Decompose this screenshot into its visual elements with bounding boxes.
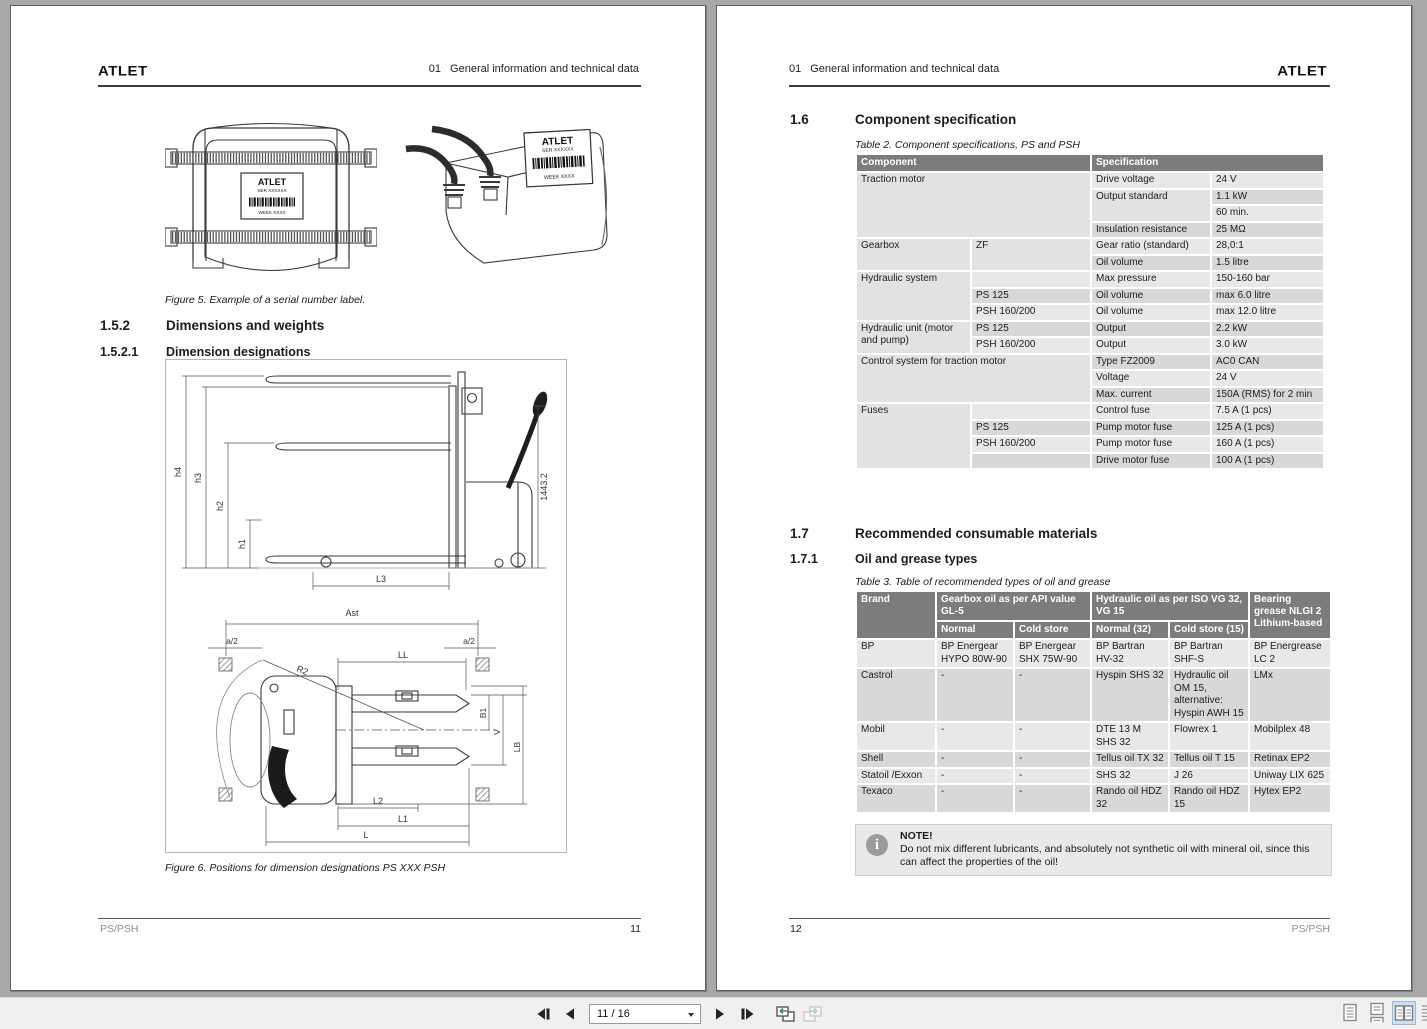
section-title: Component specification [855, 112, 1017, 127]
chapter-title: General information and technical data [810, 63, 1000, 75]
viewer-toolbar [0, 997, 1427, 1029]
two-page-view-button[interactable] [1392, 1001, 1416, 1025]
serial-label [524, 130, 593, 187]
footer-rule [98, 918, 641, 919]
table-cell: Hydraulic system [857, 272, 970, 320]
table-cell: BP Energear HYPO 80W-90 [937, 640, 1013, 667]
dim-R2: R2 [295, 663, 310, 678]
skip-back-icon [536, 1007, 551, 1021]
table-cell: PS 125 [972, 289, 1090, 304]
table-cell: - [937, 723, 1013, 750]
next-page-button[interactable] [708, 1002, 732, 1026]
table-cell: - [937, 669, 1013, 721]
label-brand: ATLET [257, 177, 287, 187]
table-cell: - [937, 785, 1013, 812]
arrow-left-icon [564, 1007, 576, 1021]
table-cell: Control system for traction motor [857, 355, 1090, 403]
section-number: 1.7.1 [790, 552, 818, 566]
table-header-cell: Hydraulic oil as per ISO VG 32, VG 15 [1092, 592, 1248, 620]
label-brand: ATLET [541, 135, 574, 149]
table-cell: max 6.0 litre [1212, 289, 1323, 304]
table-cell: Oil volume [1092, 289, 1210, 304]
table-cell: Traction motor [857, 173, 1090, 237]
table-cell: 3.0 kW [1212, 338, 1323, 353]
arrow-right-icon [714, 1007, 726, 1021]
dim-h4: h4 [173, 466, 183, 478]
table-cell: Uniway LIX 625 [1250, 769, 1330, 784]
table-cell: Hydraulic unit (motor and pump) [857, 322, 970, 353]
page-header [98, 63, 639, 83]
dim-L3: L3 [375, 574, 387, 584]
oil-grease-table [855, 590, 1332, 814]
dim-h2: h2 [215, 500, 225, 512]
section-1-7 [790, 526, 1310, 542]
section-title: Oil and grease types [855, 552, 978, 566]
table-cell: Tellus oil TX 32 [1092, 752, 1168, 767]
table-cell: 24 V [1212, 371, 1323, 386]
figure5-caption: Figure 5. Example of a serial number label. [165, 294, 366, 306]
page-number: 11 [630, 923, 641, 935]
table-cell: Mobil [857, 723, 935, 750]
next-view-icon [801, 1004, 823, 1024]
dim-a2-right: a/2 [463, 636, 475, 646]
table-header-cell: Brand [857, 592, 935, 638]
document-page-12 [716, 5, 1412, 991]
dim-L1: L1 [397, 814, 409, 824]
table-cell: Statoil /Exxon [857, 769, 935, 784]
section-title: Recommended consumable materials [855, 526, 1098, 541]
table-cell: Gear ratio (standard) [1092, 239, 1210, 254]
table-cell: - [937, 769, 1013, 784]
table-header-cell: Normal (32) [1092, 622, 1168, 638]
section-number: 1.6 [790, 112, 809, 127]
label-serial: SER XXXXXX [257, 188, 287, 193]
label-week: WEEK XXXX [258, 210, 286, 215]
figure5-truck-drawing [388, 119, 616, 271]
table-cell: BP Energear SHX 75W-90 [1015, 640, 1090, 667]
table-cell: J 26 [1170, 769, 1248, 784]
table3-caption: Table 3. Table of recommended types of oil and grease [855, 576, 1111, 588]
table-cell: LMx [1250, 669, 1330, 721]
dim-h1: h1 [237, 538, 247, 550]
previous-page-button[interactable] [558, 1002, 582, 1026]
atlet-logo: ATLET [98, 63, 148, 80]
table-cell: 1.1 kW [1212, 190, 1323, 205]
table-cell: PSH 160/200 [972, 305, 1090, 320]
dim-Ast: Ast [345, 608, 359, 618]
table-cell: 1.5 litre [1212, 256, 1323, 271]
table-cell: DTE 13 M SHS 32 [1092, 723, 1168, 750]
header-rule [789, 85, 1330, 87]
table-cell: PSH 160/200 [972, 338, 1090, 353]
two-page-continuous-view-button[interactable] [1419, 1001, 1427, 1025]
table-cell: - [937, 752, 1013, 767]
table-cell: Rando oil HDZ 15 [1170, 785, 1248, 812]
table-cell: Output [1092, 322, 1210, 337]
table-cell: Hytex EP2 [1250, 785, 1330, 812]
section-1-5-2-1 [100, 345, 620, 360]
table-cell: Output standard [1092, 190, 1210, 221]
figure6-frame [165, 359, 567, 853]
table-cell: Max. current [1092, 388, 1210, 403]
table-cell: Retinax EP2 [1250, 752, 1330, 767]
figure6-caption: Figure 6. Positions for dimension designations PS XXX PSH [165, 862, 446, 874]
figure6-dimension-drawing [166, 360, 566, 852]
table-cell: Drive motor fuse [1092, 454, 1210, 469]
table-header-cell: Cold store (15) [1170, 622, 1248, 638]
section-title: Dimension designations [166, 345, 311, 359]
table-cell: Mobilplex 48 [1250, 723, 1330, 750]
single-page-icon [1340, 1002, 1360, 1024]
table-cell: Tellus oil T 15 [1170, 752, 1248, 767]
continuous-view-button[interactable] [1365, 1001, 1389, 1025]
table-cell: Voltage [1092, 371, 1210, 386]
section-number: 1.7 [790, 526, 809, 541]
page-layout-controls [1338, 1001, 1427, 1025]
table-cell: 28,0:1 [1212, 239, 1323, 254]
table-cell: 100 A (1 pcs) [1212, 454, 1323, 469]
dim-a2-left: a/2 [226, 636, 238, 646]
table-header-cell: Cold store [1015, 622, 1090, 638]
table-cell: Castrol [857, 669, 935, 721]
table-cell: 25 MΩ [1212, 223, 1323, 238]
header-rule [98, 85, 641, 87]
chapter-number: 01 [428, 63, 442, 75]
two-page-continuous-icon [1420, 1002, 1427, 1024]
table-cell: Fuses [857, 404, 970, 468]
next-view-button[interactable] [800, 1002, 824, 1026]
table-cell: ZF [972, 239, 1090, 270]
table-cell: BP Bartran HV-32 [1092, 640, 1168, 667]
table-cell [972, 404, 1090, 419]
chapter-number: 01 [789, 63, 802, 75]
table-header-cell: Gearbox oil as per API value GL-5 [937, 592, 1090, 620]
serial-label [241, 173, 303, 219]
footer-model: PS/PSH [1291, 923, 1330, 935]
footer-rule [789, 918, 1330, 919]
table-cell [972, 272, 1090, 287]
table-cell: Rando oil HDZ 32 [1092, 785, 1168, 812]
section-title: Dimensions and weights [166, 318, 325, 333]
info-icon: i [866, 834, 888, 856]
table-cell: - [1015, 752, 1090, 767]
label-serial: SER XXXXXX [541, 146, 574, 155]
table-header-cell: Specification [1092, 155, 1323, 171]
chapter-title: General information and technical data [450, 63, 639, 75]
table-cell: Oil volume [1092, 305, 1210, 320]
table-cell: SHS 32 [1092, 769, 1168, 784]
document-page-11 [10, 5, 706, 991]
table-header-cell: Bearing grease NLGI 2 Lithium-based [1250, 592, 1330, 638]
dim-L: L [363, 830, 369, 840]
label-week: WEEK XXXX [543, 173, 575, 182]
table-cell: 150A (RMS) for 2 min [1212, 388, 1323, 403]
table-cell: - [1015, 769, 1090, 784]
dim-LB: LB [512, 741, 522, 753]
dim-1443: 1443.2 [539, 473, 549, 501]
table-cell: PS 125 [972, 322, 1090, 337]
table-cell: 150-160 bar [1212, 272, 1323, 287]
skip-forward-icon [740, 1007, 755, 1021]
table-cell: Shell [857, 752, 935, 767]
table-cell: BP [857, 640, 935, 667]
atlet-logo: ATLET [1277, 63, 1327, 80]
page-number: 12 [790, 923, 802, 935]
table-cell: - [1015, 785, 1090, 812]
table-cell: Pump motor fuse [1092, 437, 1210, 452]
page-navigation [531, 1002, 824, 1026]
dim-B1: B1 [478, 707, 488, 719]
table-cell: 7.5 A (1 pcs) [1212, 404, 1323, 419]
figure5-clamp-drawing [165, 111, 377, 287]
table-cell: Oil volume [1092, 256, 1210, 271]
table-cell: BP Energrease LC 2 [1250, 640, 1330, 667]
two-page-icon [1393, 1002, 1415, 1024]
continuous-page-icon [1367, 1002, 1387, 1024]
dropdown-arrow-icon [688, 1013, 694, 1017]
section-1-5-2 [100, 318, 620, 334]
table-cell: 60 min. [1212, 206, 1323, 221]
dim-LL: LL [397, 650, 409, 660]
table-cell: 125 A (1 pcs) [1212, 421, 1323, 436]
header-title [789, 63, 999, 75]
previous-view-icon [774, 1004, 796, 1024]
table-cell: Type FZ2009 [1092, 355, 1210, 370]
table-cell: Hydraulic oil OM 15, alternative: Hyspin AWH 15 [1170, 669, 1248, 721]
table-cell: - [1015, 669, 1090, 721]
previous-view-button[interactable] [773, 1002, 797, 1026]
table-cell: Control fuse [1092, 404, 1210, 419]
table-cell: PS 125 [972, 421, 1090, 436]
table-cell: Hyspin SHS 32 [1092, 669, 1168, 721]
table-cell: Pump motor fuse [1092, 421, 1210, 436]
table-cell: max 12.0 litre [1212, 305, 1323, 320]
dim-L2: L2 [372, 796, 384, 806]
last-page-button[interactable] [735, 1002, 759, 1026]
table-cell [972, 454, 1090, 469]
section-number: 1.5.2.1 [100, 345, 139, 359]
table-header-cell: Component [857, 155, 1090, 171]
table-cell: Flowrex 1 [1170, 723, 1248, 750]
note-box [855, 824, 1332, 876]
table [855, 590, 1332, 814]
note-text: Do not mix different lubricants, and absolutely not synthetic oil with mineral oil, since this can affect the properties of the oil! [900, 843, 1310, 868]
header-title [429, 63, 639, 75]
table2-caption: Table 2. Component specifications, PS and PSH [855, 139, 1080, 151]
table-cell: Drive voltage [1092, 173, 1210, 188]
dim-V: V [492, 729, 502, 735]
table-cell: Insulation resistance [1092, 223, 1210, 238]
page-number-combobox[interactable] [589, 1004, 701, 1024]
table-cell: AC0 CAN [1212, 355, 1323, 370]
table [855, 153, 1325, 470]
table-cell: Output [1092, 338, 1210, 353]
section-number: 1.5.2 [100, 318, 131, 333]
table-cell: Max pressure [1092, 272, 1210, 287]
first-page-button[interactable] [531, 1002, 555, 1026]
component-spec-table [855, 153, 1329, 470]
table-cell: BP Bartran SHF-S [1170, 640, 1248, 667]
footer-model: PS/PSH [100, 923, 139, 935]
table-cell: 160 A (1 pcs) [1212, 437, 1323, 452]
page-header [789, 63, 1327, 83]
table-header-cell: Normal [937, 622, 1013, 638]
table-cell: - [1015, 723, 1090, 750]
section-1-6 [790, 112, 1310, 128]
table-cell: 24 V [1212, 173, 1323, 188]
single-page-view-button[interactable] [1338, 1001, 1362, 1025]
table-cell: Gearbox [857, 239, 970, 270]
dim-h3: h3 [193, 472, 203, 484]
table-cell: 2.2 kW [1212, 322, 1323, 337]
section-1-7-1 [790, 552, 1310, 567]
page-indicator: 11 / 16 [597, 1008, 630, 1020]
note-title: NOTE! [900, 830, 933, 842]
table-cell: PSH 160/200 [972, 437, 1090, 452]
table-cell: Texaco [857, 785, 935, 812]
